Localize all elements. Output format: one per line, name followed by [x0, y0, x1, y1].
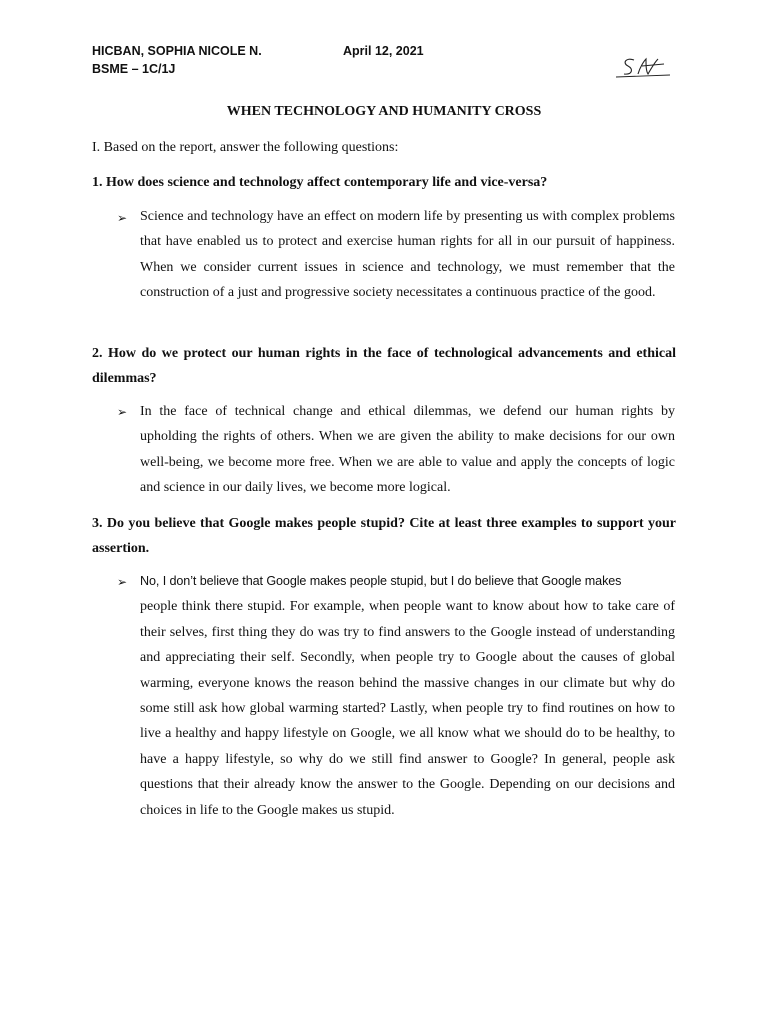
document-date: April 12, 2021: [343, 44, 424, 58]
question-3: 3. Do you believe that Google makes people stupid? Cite at least three examples to support your assertion.: [92, 516, 676, 556]
answer-3-body: people think there stupid. For example, when people want to know about how to take care of their selves, first thing they do was try to find answers to the Google instead of understanding and appreciating their self. Secondly, when people try to Google about the causes of global warming, everyone knows the reason behind the massive changes in our climate but why do some still ask how global warming started? Lastly, when people try to find routines on how to live a healthy and happy lifestyle on Google, we all know what we should do to be healthy, to have a happy lifestyle, so why do we still find answer to Google? In general, people ask questions that their already know the answer to the Google. Depending on our decisions and choices in life to the Google makes us stupid.: [140, 599, 675, 818]
signature-image: [612, 55, 672, 79]
answer-3: [140, 569, 675, 823]
student-name: HICBAN, SOPHIA NICOLE N.: [92, 44, 262, 58]
question-2: 2. How do we protect our human rights in the face of technological advancements and ethical dilemmas?: [92, 346, 676, 386]
answer-1: Science and technology have an effect on modern life by presenting us with complex problems that have enabled us to protect and exercise human rights for all in our pursuit of happiness. When we consider current issues in science and technology, we must remember that the construction of a just and progressive society necessitates a continuous practice of the good.: [140, 209, 675, 301]
bullet-arrow-icon: ➢: [117, 211, 128, 225]
answer-3-first-line: No, I don’t believe that Google makes people stupid, but I do believe that Google makes: [140, 574, 622, 588]
instructions: I. Based on the report, answer the following questions:: [92, 140, 399, 155]
bullet-arrow-icon: ➢: [117, 575, 128, 589]
question-1: 1. How does science and technology affect contemporary life and vice-versa?: [92, 175, 548, 190]
bullet-arrow-icon: ➢: [117, 405, 128, 419]
student-section: BSME – 1C/1J: [92, 62, 176, 76]
document-title: WHEN TECHNOLOGY AND HUMANITY CROSS: [226, 104, 542, 119]
answer-2: In the face of technical change and ethical dilemmas, we defend our human rights by upholding the rights of others. When we are given the ability to make decisions for our own well-being, we become more free. When we are able to value and apply the concepts of logic and science in our daily lives, we become more logical.: [140, 404, 675, 496]
